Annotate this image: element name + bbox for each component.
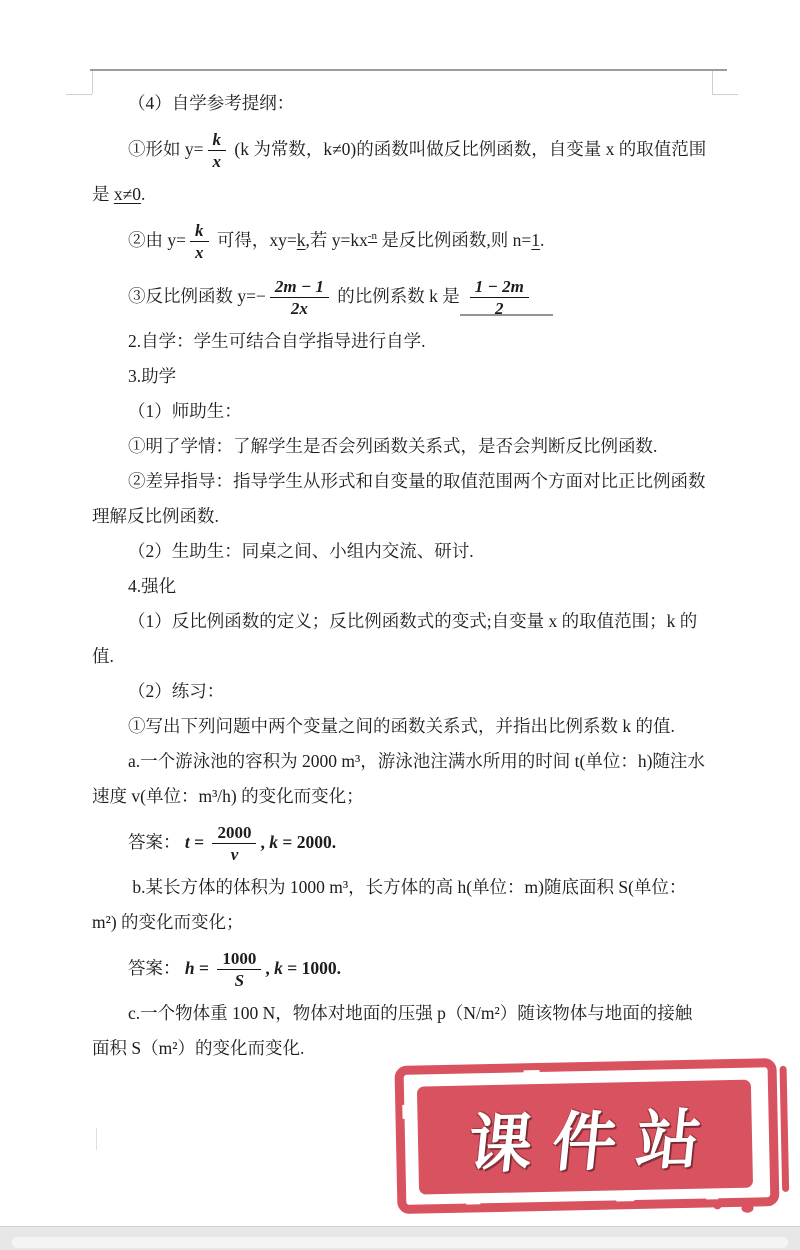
text-line	[92, 268, 714, 324]
text-run: 可得，xy=	[212, 230, 297, 250]
stamp-ink-dot	[741, 1204, 753, 1213]
text-run: ②由 y=	[128, 230, 186, 250]
margin-crop-mark-top-left	[66, 94, 92, 95]
text-run: x≠0	[113, 184, 141, 204]
kejianzhan-stamp	[394, 1058, 783, 1218]
stamp-background	[417, 1080, 753, 1195]
text-run: (k 为常数，k≠0)的函数叫做反比例函数，自变量 x 的取值范围	[230, 139, 707, 159]
text-line	[92, 744, 714, 779]
text-line	[92, 569, 714, 604]
window-bottom-bar	[0, 1226, 800, 1250]
text-run: ,	[260, 832, 265, 852]
text-run: 1	[531, 230, 541, 250]
text-line	[92, 814, 714, 870]
text-line	[92, 121, 714, 177]
text-run: ①明了学情：了解学生是否会列函数关系式，是否会判断反比例函数.	[128, 436, 658, 456]
text-run: k	[296, 230, 306, 250]
stamp-brush-gap	[524, 1070, 540, 1082]
fraction: $\frac{1000}{S}$	[217, 949, 261, 991]
text-run: 面积 S（m²）的变化而变化.	[92, 1038, 305, 1058]
text-run: = 1000.	[282, 958, 341, 978]
text-run: ①形如 y=	[128, 139, 204, 159]
stamp-text: 课件站	[464, 1103, 725, 1181]
text-run: 2.自学：学生可结合自学指导进行自学.	[128, 331, 426, 351]
text-run: （2）生助生：同桌之间、小组内交流、研讨.	[128, 541, 474, 561]
text-line	[92, 639, 714, 674]
text-run: ,	[265, 958, 270, 978]
text-run: k	[264, 832, 278, 852]
text-run: （1）反比例函数的定义；反比例函数式的变式;自变量 x 的取值范围；k 的	[128, 611, 698, 631]
text-run: ,若 y=kx	[305, 230, 368, 250]
text-line	[92, 996, 714, 1031]
text-line	[92, 394, 714, 429]
fraction: $\frac{2000}{v}$	[212, 823, 256, 865]
fraction: $\frac{2m - 1}{2x}$	[270, 277, 329, 319]
stamp-ink-dot	[713, 1202, 721, 1209]
text-run: ①写出下列问题中两个变量之间的函数关系式，并指出比例系数 k 的值.	[128, 716, 675, 736]
text-run: 4.强化	[128, 576, 177, 596]
text-run: = 2000.	[277, 832, 337, 852]
text-run: m²) 的变化而变化；	[92, 912, 244, 932]
text-run: a.一个游泳池的容积为 2000 m³，游泳池注满水所用的时间 t(单位：h)随注水	[128, 751, 705, 771]
text-run: 答案：	[128, 832, 185, 852]
text-line	[92, 86, 714, 121]
text-run: （2）练习：	[128, 681, 225, 701]
stamp-brush-gap	[402, 1105, 414, 1119]
text-line	[92, 499, 714, 534]
text-run: 理解反比例函数.	[92, 506, 219, 526]
text-run: -n	[367, 230, 378, 243]
text-run: ②差异指导：指导学生从形式和自变量的取值范围两个方面对比正比例函数	[128, 471, 706, 491]
text-line	[92, 534, 714, 569]
text-line	[92, 709, 714, 744]
text-run: =	[189, 832, 209, 852]
text-run: 的比例系数 k 是	[332, 286, 460, 306]
text-line	[92, 905, 714, 940]
text-run: （1）师助生：	[128, 401, 242, 421]
text-line	[92, 324, 714, 359]
text-line	[92, 359, 714, 394]
text-run: .	[140, 184, 146, 204]
fraction: $\frac{k}{x}$	[190, 221, 209, 263]
text-run: （4）自学参考提纲：	[128, 93, 295, 113]
text-run: 值.	[92, 646, 114, 666]
text-line	[92, 674, 714, 709]
fraction: $\frac{1 - 2m}{2}$	[464, 277, 535, 319]
text-line	[92, 177, 714, 212]
text-run: 速度 v(单位：m³/h) 的变化而变化；	[92, 786, 364, 806]
margin-crop-mark-top-right	[712, 94, 738, 95]
fraction: $\frac{k}{x}$	[208, 130, 227, 172]
horizontal-scrollbar[interactable]	[12, 1237, 788, 1248]
text-run: c.一个物体重 100 N，物体对地面的压强 p（N/m²）随该物体与地面的接触	[128, 1003, 693, 1023]
text-line	[92, 464, 714, 499]
text-run: =	[194, 958, 214, 978]
document-body	[92, 86, 714, 1066]
text-line	[92, 429, 714, 464]
text-run: t	[184, 832, 190, 852]
page-boundary-line	[90, 69, 727, 71]
text-run: 是	[92, 184, 114, 204]
text-run: 是反比例函数,则 n=	[377, 230, 532, 250]
text-run: 3.助学	[128, 366, 177, 386]
text-line	[92, 779, 714, 814]
text-line	[92, 212, 714, 268]
text-run: ③反比例函数 y=−	[128, 286, 266, 306]
stamp-brush-gap	[706, 1187, 718, 1199]
text-run: .	[540, 230, 545, 250]
text-line	[92, 604, 714, 639]
text-line	[92, 940, 714, 996]
text-run: h	[184, 958, 195, 978]
text-run: b.某长方体的体积为 1000 m³，长方体的高 h(单位：m)随底面积 S(单位：	[128, 877, 687, 897]
stamp-brush-gap	[466, 1192, 480, 1204]
text-run: k	[269, 958, 283, 978]
stamp-border-stroke	[780, 1066, 790, 1192]
stamp-brush-gap	[616, 1189, 634, 1201]
text-run: 答案：	[128, 958, 185, 978]
margin-crop-mark-bottom-left	[96, 1128, 97, 1150]
text-line	[92, 870, 714, 905]
